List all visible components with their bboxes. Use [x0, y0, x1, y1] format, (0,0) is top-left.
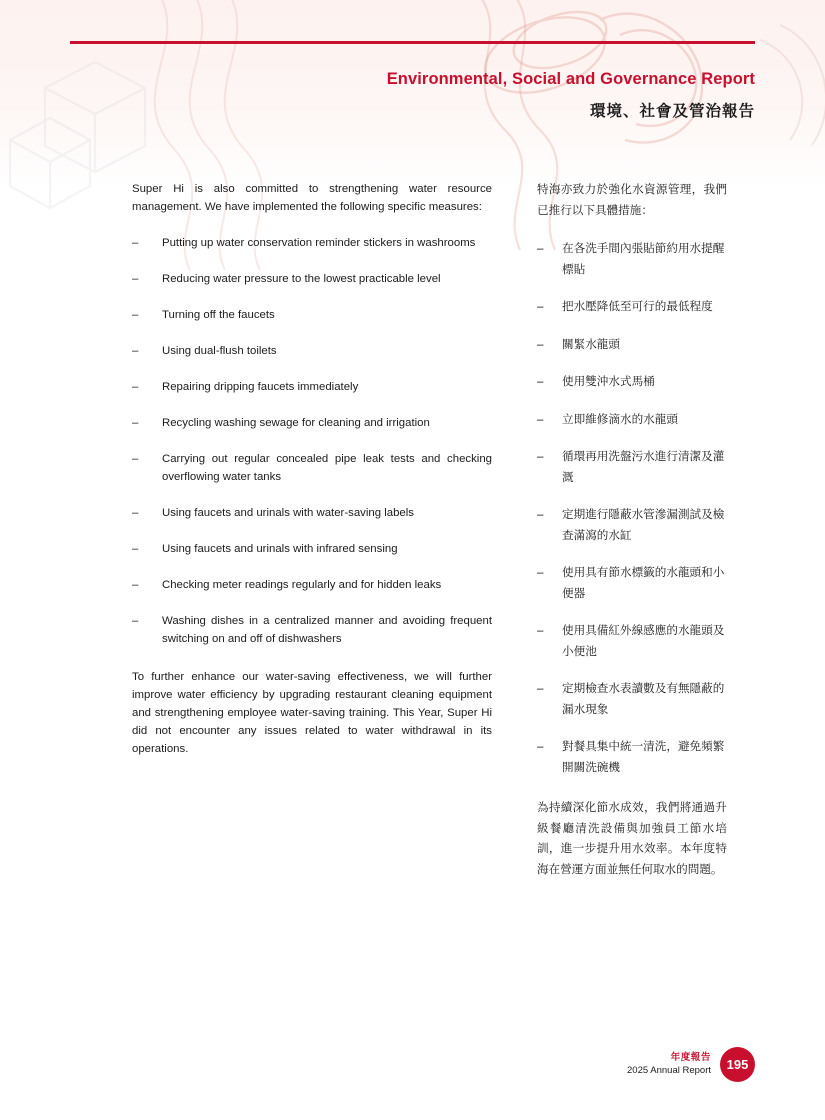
list-item [132, 504, 492, 522]
list-item-label: Using faucets and urinals with infrared sensing [162, 543, 398, 555]
list-item-label: 使用雙沖水式馬桶 [562, 375, 655, 388]
bullet-dash-icon: – [132, 417, 139, 429]
list-item-label: 定期進行隱蔽水管滲漏測試及檢查滿瀉的水缸 [562, 508, 725, 542]
list-item [132, 234, 492, 252]
page-number-badge: 195 [720, 1047, 755, 1082]
english-column [132, 180, 492, 880]
list-item [537, 737, 727, 778]
bullet-dash-icon: – [132, 273, 139, 285]
list-item-label: Carrying out regular concealed pipe leak tests and checking overflowing water tanks [162, 453, 492, 483]
list-item-label: Reducing water pressure to the lowest practicable level [162, 273, 441, 285]
list-item-label: 使用具有節水標籤的水龍頭和小便器 [562, 566, 725, 600]
bullet-dash-icon: – [132, 453, 139, 465]
list-item [537, 410, 727, 431]
list-item [132, 342, 492, 360]
intro-paragraph-en: Super Hi is also committed to strengthening water resource management. We have implemented the following specific measures: [132, 183, 492, 213]
list-item [537, 372, 727, 393]
bullet-dash-icon: – [132, 309, 139, 321]
bullet-dash-icon: – [537, 450, 544, 463]
list-item [537, 447, 727, 488]
header-rule [70, 41, 755, 44]
footer-report-zh: 年度報告 [670, 1051, 711, 1063]
footer-report-en: 2025 Annual Report [627, 1064, 711, 1076]
list-item [132, 540, 492, 558]
list-item-label: 循環再用洗盤污水進行清潔及灌溉 [562, 450, 725, 484]
page-header [387, 70, 755, 121]
list-item [537, 679, 727, 720]
list-item [132, 306, 492, 324]
bullet-dash-icon: – [537, 300, 544, 313]
bullet-dash-icon: – [132, 507, 139, 519]
list-item-label: 使用具備紅外線感應的水龍頭及小便池 [562, 624, 725, 658]
body-columns [132, 180, 760, 880]
list-item-label: 把水壓降低至可行的最低程度 [562, 300, 713, 313]
bullet-dash-icon: – [537, 242, 544, 255]
bullet-dash-icon: – [132, 237, 139, 249]
list-item [537, 621, 727, 662]
list-item-label: 定期檢查水表讀數及有無隱蔽的漏水現象 [562, 682, 725, 716]
bullet-dash-icon: – [537, 412, 544, 426]
list-item [132, 576, 492, 594]
bullet-dash-icon: – [537, 740, 544, 753]
header-title-en: Environmental, Social and Governance Report [386, 70, 755, 88]
list-item [132, 612, 492, 648]
list-item-label: 立即維修滴水的水龍頭 [562, 412, 678, 426]
footer-report-label [627, 1052, 711, 1078]
bullet-dash-icon: – [132, 615, 139, 627]
list-item-label: 對餐具集中統一清洗，避免頻繁開關洗碗機 [562, 740, 725, 774]
list-item-label: Repairing dripping faucets immediately [162, 381, 359, 393]
bullet-dash-icon: – [537, 682, 544, 695]
list-item-label: Washing dishes in a centralized manner and avoiding frequent switching on and off of dishwashers [162, 615, 492, 645]
bullet-dash-icon: – [537, 508, 544, 521]
list-item [537, 297, 727, 318]
list-item [132, 270, 492, 288]
list-item [537, 563, 727, 604]
chinese-column [537, 180, 727, 880]
list-item [537, 335, 727, 356]
list-item-label: Checking meter readings regularly and for hidden leaks [162, 579, 442, 591]
list-item-label: Turning off the faucets [162, 309, 275, 321]
bullet-dash-icon: – [537, 375, 544, 388]
intro-paragraph-zh: 特海亦致力於強化水資源管理，我們已推行以下具體措施： [537, 183, 727, 217]
bullet-dash-icon: – [537, 566, 544, 579]
bullet-dash-icon: – [132, 345, 139, 357]
list-item-label: Using faucets and urinals with water-saving labels [162, 507, 414, 519]
bullet-dash-icon: – [132, 543, 139, 555]
list-item-label: 關緊水龍頭 [562, 337, 620, 351]
header-title-zh: 環境、社會及管治報告 [589, 103, 755, 120]
page-footer [627, 1047, 755, 1082]
measures-list-zh [537, 239, 727, 778]
list-item-label: 在各洗手間內張貼節約用水提醒標貼 [562, 242, 725, 276]
list-item [132, 450, 492, 486]
list-item [537, 505, 727, 546]
bullet-dash-icon: – [132, 579, 139, 591]
list-item [132, 414, 492, 432]
list-item-label: Recycling washing sewage for cleaning and irrigation [162, 417, 430, 429]
list-item [537, 239, 727, 280]
list-item-label: Putting up water conservation reminder stickers in washrooms [162, 237, 476, 249]
bullet-dash-icon: – [537, 337, 544, 351]
list-item-label: Using dual-flush toilets [162, 345, 277, 357]
measures-list-en [132, 234, 492, 648]
list-item [132, 378, 492, 396]
closing-paragraph-zh: 為持續深化節水成效，我們將通過升級餐廳清洗設備與加強員工節水培訓，進一步提升用水效率。本年度特海在營運方面並無任何取水的問題。 [537, 801, 727, 876]
bullet-dash-icon: – [132, 381, 139, 393]
closing-paragraph-en: To further enhance our water-saving effectiveness, we will further improve water efficiency by upgrading restaurant cleaning equipment and strengthening employee water-saving training. This Year, Super Hi did not encounter any issues related to water withdrawal in its operations. [132, 671, 492, 755]
bullet-dash-icon: – [537, 624, 544, 637]
